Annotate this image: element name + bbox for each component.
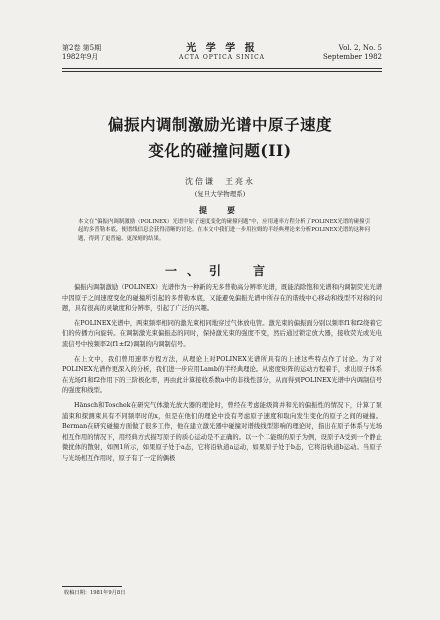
authors: 沈倍谦 王亮永 (185, 177, 255, 186)
journal-title-en: ACTA OPTICA SINICA (178, 54, 266, 61)
footnote: 收稿日期：1981年9月8日 (64, 590, 126, 596)
paragraph-1: 偏振内调制激励（POLINEX）光谱作为一种新的无多普勒高分辨率光谱，既能消除饱和光谱和内调制荧光光谱中因原子之间速度变化的碰撞所引起的多普勒本底，又能避免偏振光谱中所存在的谐线中心移动和线型不对称的问题，具有很高的灵敏度和分辨率，引起了广泛的兴趣。 (62, 284, 382, 313)
header-rule (62, 68, 382, 72)
volume-issue-cn: 第2卷 第5期 (62, 44, 102, 52)
date-en: September 1982 (322, 53, 382, 61)
abstract-text: 本文在“偏振内调制激励（POLINEX）光谱中原子速度变化的碰撞问题”中，应用速率方程分析了POLINEX光谱的碰撞引起的多普勒本底，便谱线信息会获得清晰的讨论。在本文中我们进一步用拉姆的半经典理论来分析POLINEX光谱的这种问题，得到了更普遍、更深刻的结果。 (78, 219, 370, 242)
abstract-heading: 提 要 (199, 205, 241, 215)
footnote-rule (62, 586, 122, 587)
paragraph-4: Hänsch和Toschek在研究气体激光放大器的理论时，曾经在考虑能级简并和光的偏振性的情况下，计算了泵浦束和探测束具有不同频率时的x，但是在他们的理论中没有考虑原子速度和取向发生变化的原子之间的碰撞。Berman在研究碰撞方面做了很多工作，他在建立激光器中碰撞对谱线线型影响的理论时，指出在原子体系与光场相互作用的情况下，用经典方式描写原子的质心运动是不正确的。以一个二能级的原子为例，设原子A受到一个静止微扰体的散射，如图1所示，如果原子处于a态，它将沿轨道a运动，如果原子处于b态，它将沿轨道b运动。当原子与光场相互作用时，原子有了一定的偶极 (62, 401, 382, 462)
header-right (323, 44, 382, 62)
title-line-1: 偏振内调制激励光谱中原子速度 (107, 115, 332, 134)
affiliation: (复旦大学物理系) (194, 190, 246, 198)
section-heading: 一、引 言 (164, 264, 275, 278)
title-line-2: 变化的碰撞问题(II) (148, 141, 292, 160)
running-header (62, 44, 382, 68)
paragraph-3: 在上文中，我们曾用速率方程方法，从理论上对POLINEX光谱所具有的上述这些特点作了讨论。为了对POLINEX光谱作更深入的分析，我们进一步应用Lamb的半经典理论。从密度矩阵的运动方程着手，求出原子体系在光场f1和f2作用下的三阶极化率，再由此计算接收系数a中的非线性部分，从而得到POLINEX光谱中内调制信号的强度和线型。 (62, 355, 382, 395)
date-cn: 1982年9月 (62, 53, 99, 61)
paper-title (40, 112, 400, 164)
volume-issue-en: Vol. 2, No. 5 (338, 44, 382, 52)
paragraph-2: 在POLINEX光谱中，两束频率相同的激光束相同地穿过气体放电管。激光束的偏振面分别以频率f1和f2绕着它们的传播方向旋转。在调制激光束偏振态的同时，保持激光束的强度不变，然后通过锁定放大器，接收荧光或光电流信号中按频率2(f1±f2)调制的内调制信号。 (62, 319, 382, 348)
body-text (62, 283, 382, 469)
journal-title-cn: 光 学 学 报 (186, 43, 258, 54)
